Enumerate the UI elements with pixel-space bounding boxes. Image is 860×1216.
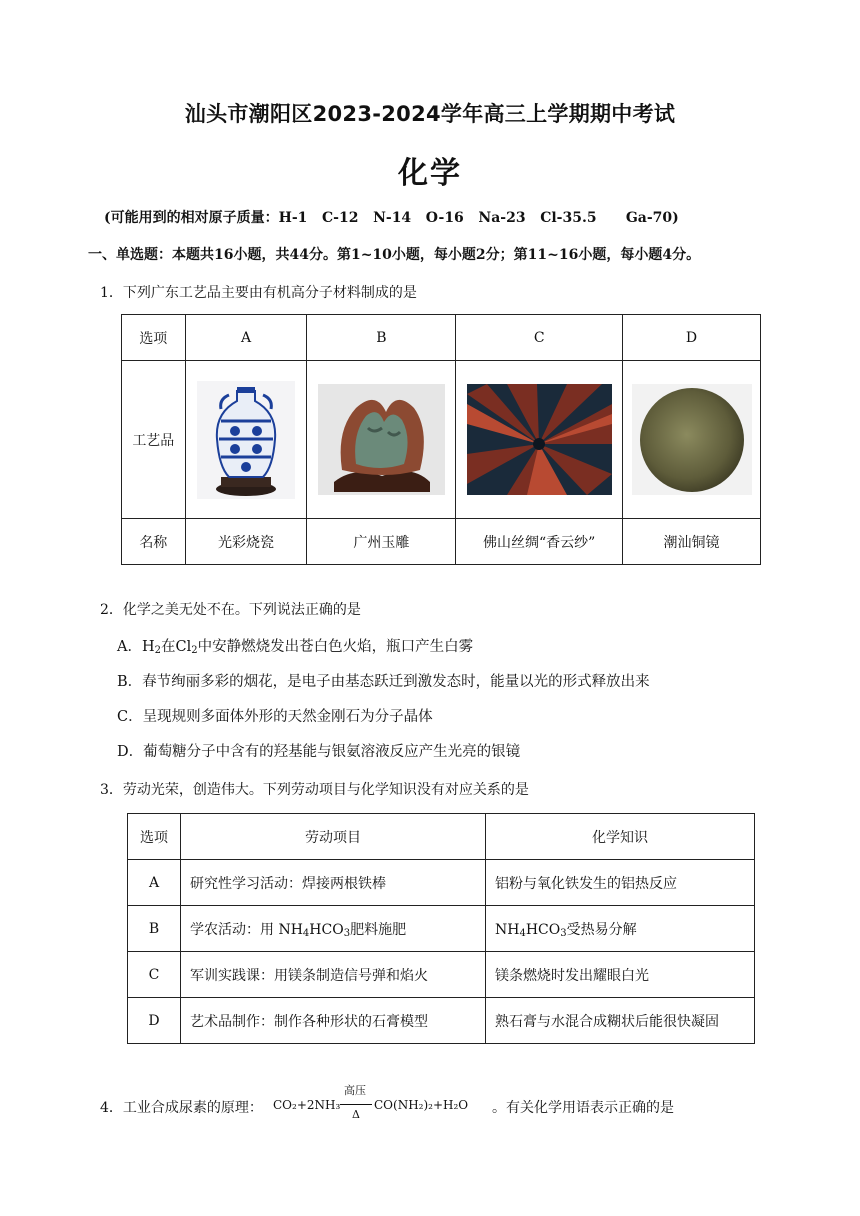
knowledge-cell: 镁条燃烧时发出耀眼白光: [486, 952, 755, 998]
image-cell: [307, 361, 456, 519]
table-header-cell: C: [456, 315, 623, 361]
equation-rhs: CO(NH₂)₂+H₂O: [374, 1098, 469, 1112]
image-cell: [623, 361, 761, 519]
name-cell: 广州玉雕: [307, 519, 456, 565]
image-cell: [456, 361, 623, 519]
knowledge-cell: $NH_4HCO_3$受热易分解: [486, 906, 755, 952]
name-cell: 光彩烧瓷: [185, 519, 307, 565]
porcelain-vase-image: [197, 381, 295, 499]
name-cell: 佛山丝绸“香云纱”: [456, 519, 623, 565]
table-row: [128, 860, 755, 906]
jade-carving-image: [318, 384, 445, 495]
question-3-stem: 3．劳动光荣，创造伟大。下列劳动项目与化学知识没有对应关系的是: [100, 782, 529, 798]
table-header-cell: 选项: [122, 315, 186, 361]
section-heading: 一、单选题：本题共16小题，共44分。第1~10小题，每小题2分；第11~16小题，每小题4分。: [88, 247, 701, 263]
question-4-suffix: 。有关化学用语表示正确的是: [492, 1100, 674, 1116]
table-header-cell: 选项: [128, 814, 181, 860]
table-row: [128, 998, 755, 1044]
row-label: 工艺品: [122, 361, 186, 519]
reaction-arrow-line: [340, 1104, 372, 1105]
question-2-stem: 2．化学之美无处不在。下列说法正确的是: [100, 602, 361, 618]
table-row: [128, 906, 755, 952]
row-label: 名称: [122, 519, 186, 565]
knowledge-cell: 熟石膏与水混合成糊状后能很快凝固: [486, 998, 755, 1044]
exam-title: 汕头市潮阳区2023-2024学年高三上学期期中考试: [184, 102, 676, 126]
project-cell: 学农活动：用 $NH_4HCO_3$肥料施肥: [181, 906, 486, 952]
question-3-table: [127, 813, 755, 1044]
silk-fabric-image: [467, 384, 612, 495]
image-cell: [185, 361, 307, 519]
condition-bottom: Δ: [352, 1108, 360, 1121]
option-cell: B: [128, 906, 181, 952]
project-cell: 研究性学习活动：焊接两根铁棒: [181, 860, 486, 906]
question-2-option-a: A．$H_2$在$Cl_2$中安静燃烧发出苍白色火焰，瓶口产生白雾: [117, 639, 474, 656]
question-4-stem: [100, 1082, 720, 1126]
table-header-cell: D: [623, 315, 761, 361]
question-1-table: [121, 314, 761, 565]
equation-lhs: CO₂+2NH₃: [273, 1098, 341, 1112]
knowledge-cell: 铝粉与氧化铁发生的铝热反应: [486, 860, 755, 906]
question-4-prefix: 4．工业合成尿素的原理：: [100, 1100, 263, 1116]
table-header-cell: B: [307, 315, 456, 361]
option-cell: D: [128, 998, 181, 1044]
condition-top: 高压: [344, 1084, 366, 1097]
table-row: [128, 952, 755, 998]
question-2-option-d: D．葡萄糖分子中含有的羟基能与银氨溶液反应产生光亮的银镜: [117, 744, 521, 760]
table-header-cell: 化学知识: [486, 814, 755, 860]
question-2-option-c: C．呈现规则多面体外形的天然金刚石为分子晶体: [117, 709, 433, 725]
atomic-mass-note: (可能用到的相对原子质量：H-1 C-12 N-14 O-16 Na-23 Cl-35.5 Ga-70): [104, 210, 679, 226]
question-2-option-b: B．春节绚丽多彩的烟花，是电子由基态跃迁到激发态时，能量以光的形式释放出来: [117, 674, 650, 690]
project-cell: 军训实践课：用镁条制造信号弹和焰火: [181, 952, 486, 998]
bronze-mirror-image: [632, 384, 752, 495]
table-header-cell: A: [185, 315, 307, 361]
question-1-stem: 1．下列广东工艺品主要由有机高分子材料制成的是: [100, 285, 417, 301]
option-cell: A: [128, 860, 181, 906]
project-cell: 艺术品制作：制作各种形状的石膏模型: [181, 998, 486, 1044]
table-header-cell: 劳动项目: [181, 814, 486, 860]
name-cell: 潮汕铜镜: [623, 519, 761, 565]
subject-title: 化学: [398, 156, 462, 191]
option-cell: C: [128, 952, 181, 998]
